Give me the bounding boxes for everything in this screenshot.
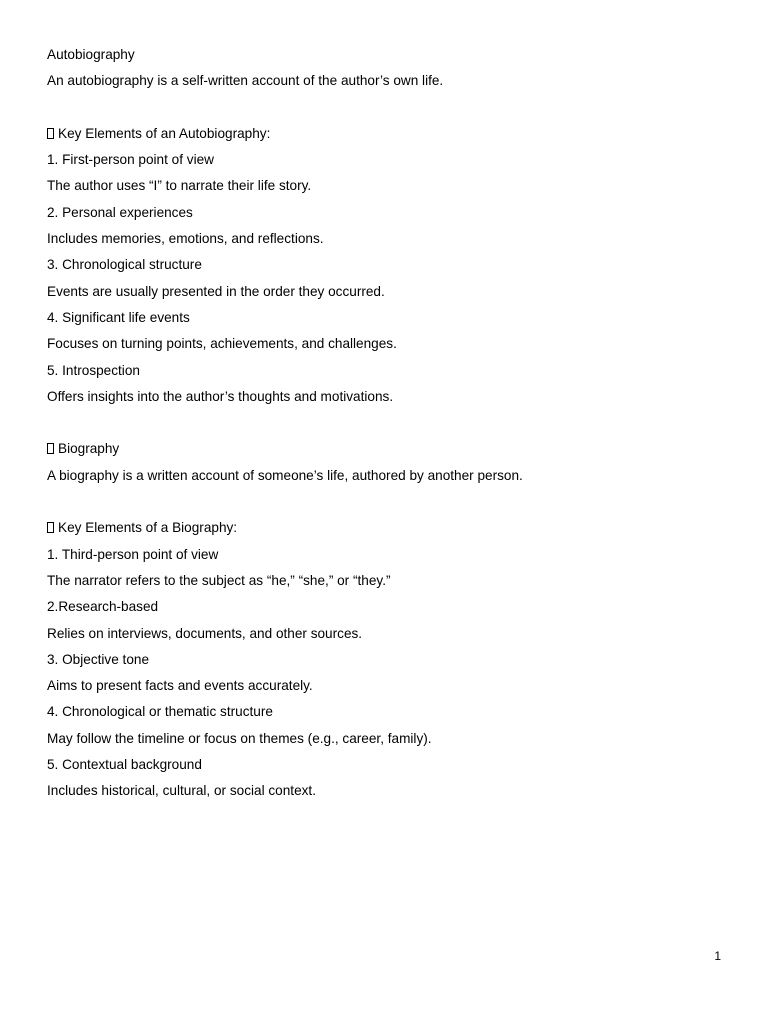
biography-definition: A biography is a written account of someone’s life, authored by another person. <box>47 467 523 483</box>
biography-item-1-detail: The narrator refers to the subject as “he,” “she,” or “they.” <box>47 572 391 588</box>
page-number: 1 <box>714 949 721 963</box>
biography-item-5-detail: Includes historical, cultural, or social context. <box>47 783 316 799</box>
biography-item-2-heading: 2.Research-based <box>47 599 159 615</box>
autobiography-item-1-heading: 1. First-person point of view <box>47 152 214 168</box>
heading-text: Biography <box>58 441 120 457</box>
autobiography-item-2-heading: 2. Personal experiences <box>47 204 193 220</box>
biography-item-2-detail: Relies on interviews, documents, and other sources. <box>47 625 363 641</box>
missing-glyph-icon <box>47 128 54 139</box>
biography-item-4-heading: 4. Chronological or thematic structure <box>47 704 273 720</box>
heading-text: Key Elements of a Biography: <box>58 520 238 536</box>
biography-item-4-detail: May follow the timeline or focus on themes (e.g., career, family). <box>47 730 432 746</box>
blank-line <box>47 95 727 121</box>
blank-line <box>47 410 727 436</box>
document-body <box>47 42 727 805</box>
autobiography-item-5-detail: Offers insights into the author’s thoughts and motivations. <box>47 388 394 404</box>
biography-item-5-heading: 5. Contextual background <box>47 757 202 773</box>
autobiography-definition: An autobiography is a self-written account of the author’s own life. <box>47 73 444 89</box>
biography-item-3-detail: Aims to present facts and events accurately. <box>47 678 313 694</box>
heading-text: Key Elements of an Autobiography: <box>58 125 271 141</box>
section-title-autobiography: Autobiography <box>47 47 135 62</box>
autobiography-item-3-detail: Events are usually presented in the order they occurred. <box>47 283 385 299</box>
biography-key-elements-heading <box>47 515 727 541</box>
autobiography-item-1-detail: The author uses “I” to narrate their life story. <box>47 178 312 194</box>
autobiography-item-2-detail: Includes memories, emotions, and reflections. <box>47 231 324 247</box>
autobiography-item-4-detail: Focuses on turning points, achievements, and challenges. <box>47 336 397 352</box>
autobiography-item-4-heading: 4. Significant life events <box>47 309 190 325</box>
autobiography-key-elements-heading <box>47 121 727 147</box>
biography-item-3-heading: 3. Objective tone <box>47 651 150 667</box>
autobiography-item-3-heading: 3. Chronological structure <box>47 257 202 273</box>
missing-glyph-icon <box>47 443 54 454</box>
blank-line <box>47 489 727 515</box>
section-title-biography <box>47 436 727 462</box>
autobiography-item-5-heading: 5. Introspection <box>47 362 140 378</box>
biography-item-1-heading: 1. Third-person point of view <box>47 546 219 562</box>
missing-glyph-icon <box>47 522 54 533</box>
